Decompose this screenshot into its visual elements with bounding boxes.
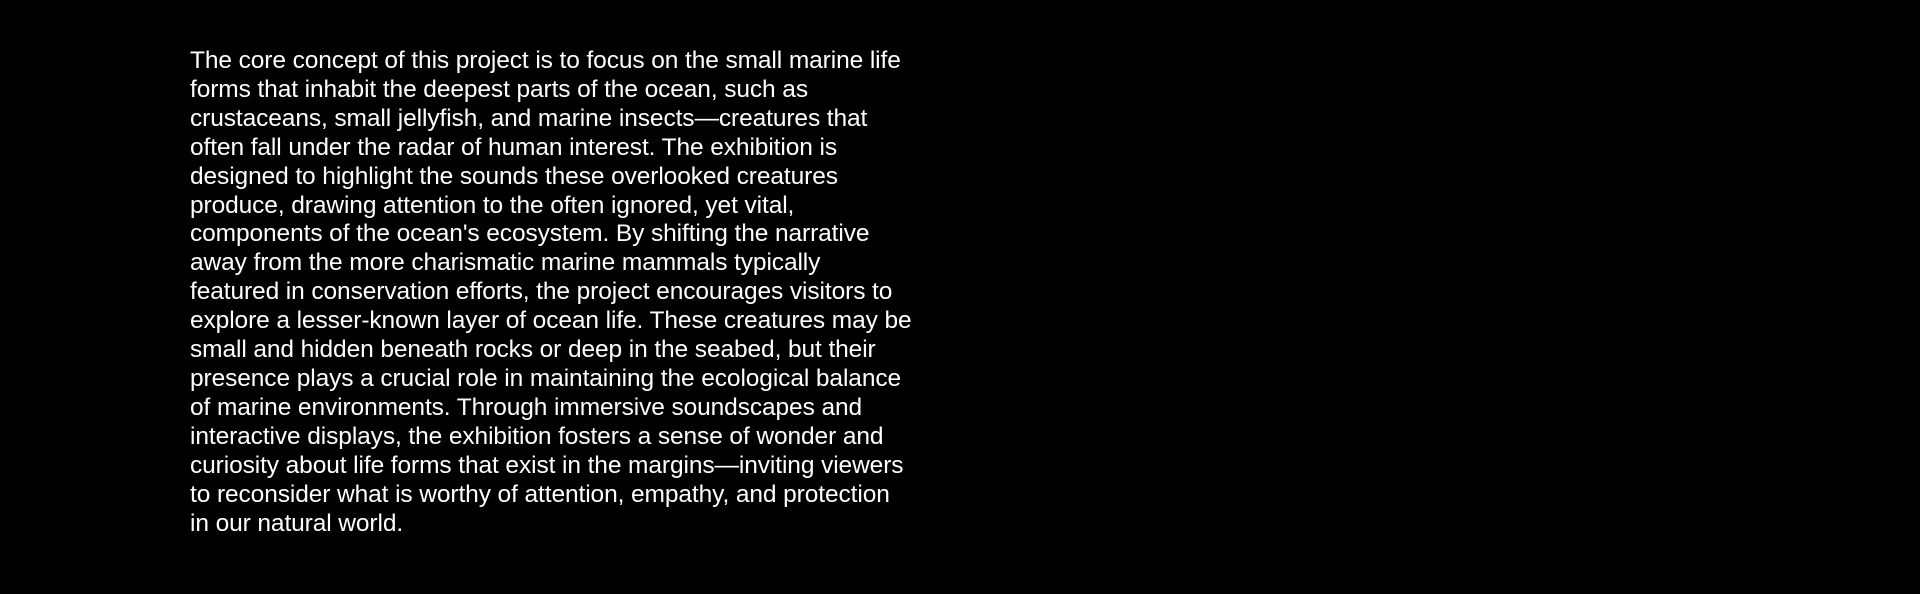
description-line: presence plays a crucial role in maintaining the ecological balance	[190, 364, 902, 392]
description-line: produce, drawing attention to the often ignored, yet vital,	[190, 191, 795, 219]
description-line: curiosity about life forms that exist in the margins—inviting viewers	[190, 451, 904, 479]
description-line: to reconsider what is worthy of attention, empathy, and protection	[190, 480, 890, 508]
description-line: interactive displays, the exhibition fosters a sense of wonder and	[190, 422, 884, 450]
description-line: featured in conservation efforts, the project encourages visitors to	[190, 278, 893, 306]
description-line: small and hidden beneath rocks or deep in the seabed, but their	[190, 336, 876, 364]
description-line: explore a lesser-known layer of ocean life. These creatures may be	[190, 307, 912, 335]
description-line: in our natural world.	[190, 509, 404, 537]
description-line: The core concept of this project is to focus on the small marine life	[190, 47, 901, 74]
description-line: of marine environments. Through immersive soundscapes and	[190, 393, 863, 421]
description-line: away from the more charismatic marine mammals typically	[190, 249, 821, 277]
description-line: designed to highlight the sounds these overlooked creatures	[190, 162, 838, 190]
description-line: forms that inhabit the deepest parts of the ocean, such as	[190, 75, 808, 103]
description-line: crustaceans, small jellyfish, and marine insects—creatures that	[190, 104, 868, 132]
description-line: often fall under the radar of human interest. The exhibition is	[190, 133, 837, 161]
description-line: components of the ocean's ecosystem. By shifting the narrative	[190, 220, 870, 248]
project-description	[190, 47, 950, 538]
